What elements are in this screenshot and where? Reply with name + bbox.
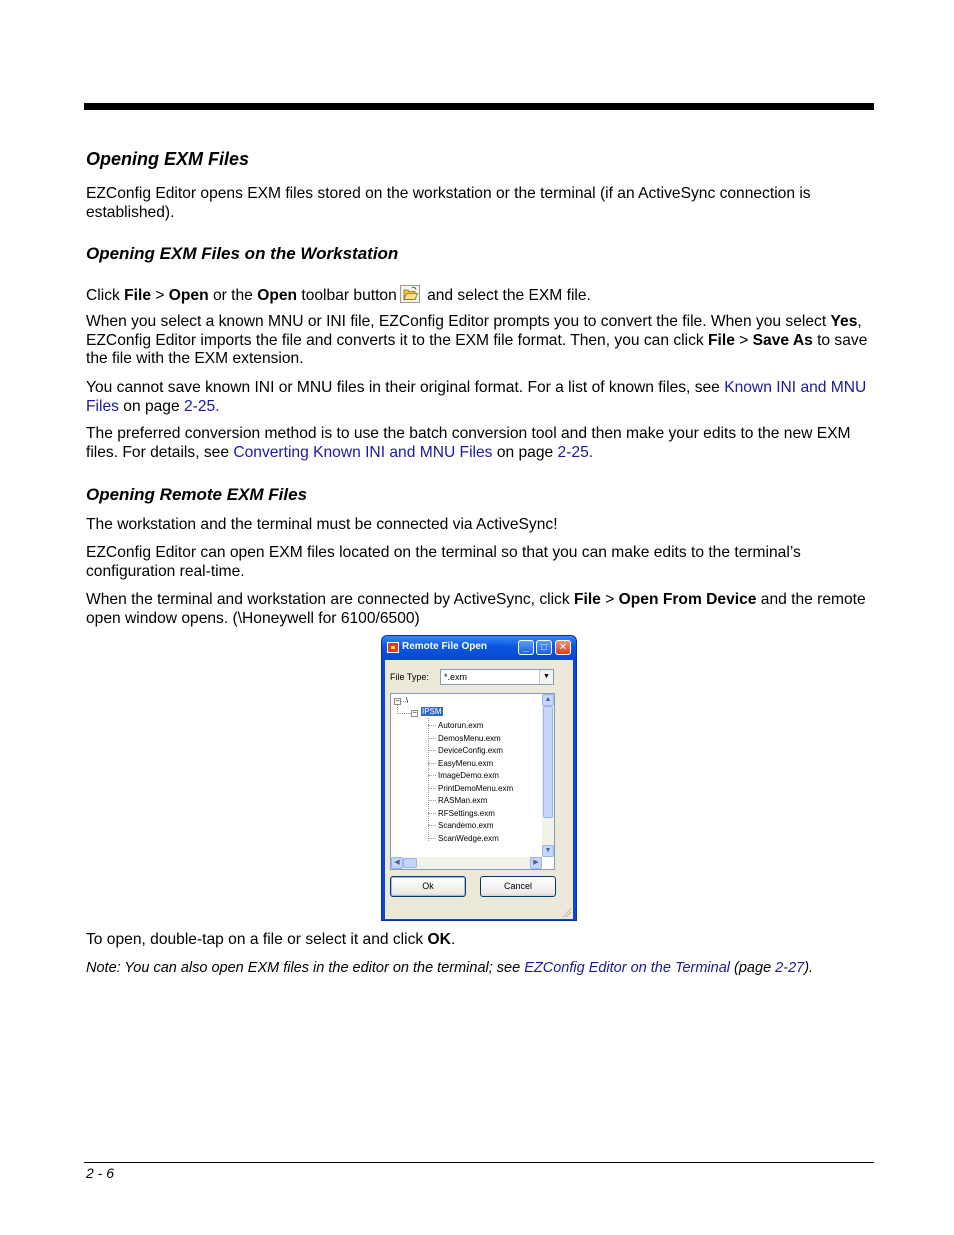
tree-file-item[interactable]: EasyMenu.exm <box>438 758 494 768</box>
dialog-titlebar[interactable] <box>382 636 576 660</box>
text: Click <box>86 287 125 304</box>
remote-file-open-dialog <box>381 635 577 921</box>
page-number: 2 - 6 <box>86 1165 115 1181</box>
text: The preferred conversion method is to use the batch conversion tool and then make your edits to the new EXM files. For details, see <box>86 425 851 461</box>
workstation-heading: Opening EXM Files on the Workstation <box>86 244 399 263</box>
scroll-thumb[interactable] <box>543 706 553 818</box>
tree-file-item[interactable]: ScanWedge.exm <box>438 833 499 843</box>
tree-file-item[interactable]: RASMan.exm <box>438 796 488 805</box>
text: or the <box>208 287 258 304</box>
tree-line <box>428 763 436 764</box>
text: You cannot save known INI or MNU files in their original format. For a list of known files, see <box>86 379 725 396</box>
known-ini-mnu-link[interactable]: Known INI and MNU Files <box>86 379 867 415</box>
page-link[interactable]: 2-25. <box>557 443 594 461</box>
file-tree[interactable] <box>390 693 555 870</box>
text: When you select a known MNU or INI file, EZConfig Editor prompts you to convert the file. When you select <box>86 313 831 330</box>
text: on page <box>118 397 184 415</box>
cancel-button[interactable]: Cancel <box>480 876 556 897</box>
scroll-up-button[interactable]: ▲ <box>542 694 554 706</box>
dialog-body <box>385 660 573 919</box>
text: > <box>151 287 169 304</box>
collapse-icon[interactable]: − <box>412 710 417 717</box>
intro-paragraph: EZConfig Editor opens EXM files stored on the workstation or the terminal (if an ActiveSync connection is established). <box>86 185 811 221</box>
tree-line <box>428 788 436 789</box>
bold-yes: Yes <box>830 313 858 330</box>
tree-file-item[interactable]: DemosMenu.exm <box>438 733 501 743</box>
open-button-name: Open <box>257 287 298 304</box>
menu-file: File <box>708 331 735 349</box>
text: (page <box>730 960 776 976</box>
workstation-p4 <box>86 425 872 462</box>
menu-file: File <box>124 287 151 304</box>
after-paragraph <box>86 931 872 950</box>
tree-line <box>428 718 429 841</box>
tree-line <box>428 813 436 814</box>
footer-rule <box>84 1162 874 1163</box>
remote-p1: The workstation and the terminal must be connected via ActiveSync! <box>86 516 558 533</box>
text: toolbar button <box>297 287 397 304</box>
close-button[interactable]: ✕ <box>555 640 571 655</box>
menu-open-from-device: Open From Device <box>618 591 757 608</box>
app-icon <box>387 642 399 653</box>
tree-file-item[interactable]: Scandemo.exm <box>438 821 494 830</box>
converting-known-link[interactable]: Converting Known INI and MNU Files <box>233 443 493 461</box>
menu-open: Open <box>168 287 209 304</box>
dialog-title: Remote File Open <box>402 641 488 652</box>
menu-file: File <box>573 591 601 608</box>
horizontal-scrollbar[interactable] <box>391 857 542 869</box>
tree-line <box>428 775 436 776</box>
text: Note: You can also open EXM files in the editor on the terminal; see <box>86 960 525 976</box>
tree-file-item[interactable]: PrintDemoMenu.exm <box>438 783 514 793</box>
menu-save-as: Save As <box>752 331 813 349</box>
ok-button[interactable]: Ok <box>390 876 466 897</box>
tree-line <box>428 825 436 826</box>
minimize-button[interactable]: _ <box>518 640 534 655</box>
file-type-combo[interactable] <box>440 669 554 685</box>
tree-file-item[interactable]: DeviceConfig.exm <box>438 746 503 755</box>
tree-line <box>428 725 436 726</box>
chevron-down-icon[interactable]: ▼ <box>539 670 553 684</box>
text: When the terminal and workstation are connected by ActiveSync, click <box>86 591 574 608</box>
tree-folder-ipsm[interactable]: IPSM <box>422 707 442 716</box>
text: ). <box>804 960 814 976</box>
scroll-down-button[interactable]: ▼ <box>542 845 554 857</box>
text: on page <box>492 443 558 461</box>
text: > <box>734 331 753 349</box>
section-title: Opening EXM Files <box>86 149 250 169</box>
tree-file-item[interactable]: Autorun.exm <box>438 721 484 730</box>
tree-line <box>428 750 436 751</box>
workstation-p3 <box>86 379 872 416</box>
workstation-p2 <box>86 313 872 369</box>
tree-line <box>397 713 411 714</box>
remote-p2: EZConfig Editor can open EXM files located on the terminal so that you can make edits to the terminal’s configuration real-time. <box>86 544 801 580</box>
file-type-value: *.exm <box>444 672 468 682</box>
text: and select the EXM file. <box>422 287 591 304</box>
tree-file-item[interactable]: ImageDemo.exm <box>438 771 499 780</box>
scroll-thumb[interactable] <box>403 858 417 868</box>
open-folder-icon <box>400 285 420 303</box>
scroll-right-button[interactable]: ▶ <box>530 857 542 869</box>
tree-line <box>428 800 436 801</box>
note <box>86 959 872 977</box>
text: . <box>450 931 456 948</box>
workstation-p1 <box>86 285 872 306</box>
file-type-label: File Type: <box>390 672 429 682</box>
tree-file-item[interactable]: RFSettings.exm <box>438 808 495 818</box>
scroll-left-button[interactable]: ◀ <box>391 857 403 869</box>
remote-heading: Opening Remote EXM Files <box>86 485 308 504</box>
maximize-button[interactable]: □ <box>536 640 552 655</box>
text: and the remote open window opens. (\Honeywell for 6100/6500) <box>86 591 866 627</box>
page-link[interactable]: 2-25. <box>183 397 220 415</box>
bold-ok: OK <box>427 931 451 948</box>
vertical-scrollbar[interactable] <box>542 694 554 857</box>
remote-p3 <box>86 591 872 628</box>
tree-line <box>428 838 436 839</box>
collapse-icon[interactable]: − <box>395 698 400 705</box>
header-rule <box>84 103 874 110</box>
page-link[interactable]: 2-27 <box>775 960 805 976</box>
text: to save the file with the EXM extension. <box>86 331 868 368</box>
text: To open, double-tap on a file or select it and click <box>86 931 428 948</box>
tree-root[interactable]: \ <box>406 696 409 705</box>
text: > <box>600 591 619 608</box>
resize-grip-icon[interactable] <box>561 907 571 917</box>
tree-line <box>428 738 436 739</box>
ezconfig-terminal-link[interactable]: EZConfig Editor on the Terminal <box>524 960 731 976</box>
text: , EZConfig Editor imports the file and converts it to the EXM file format. Then, you can click <box>86 313 862 349</box>
